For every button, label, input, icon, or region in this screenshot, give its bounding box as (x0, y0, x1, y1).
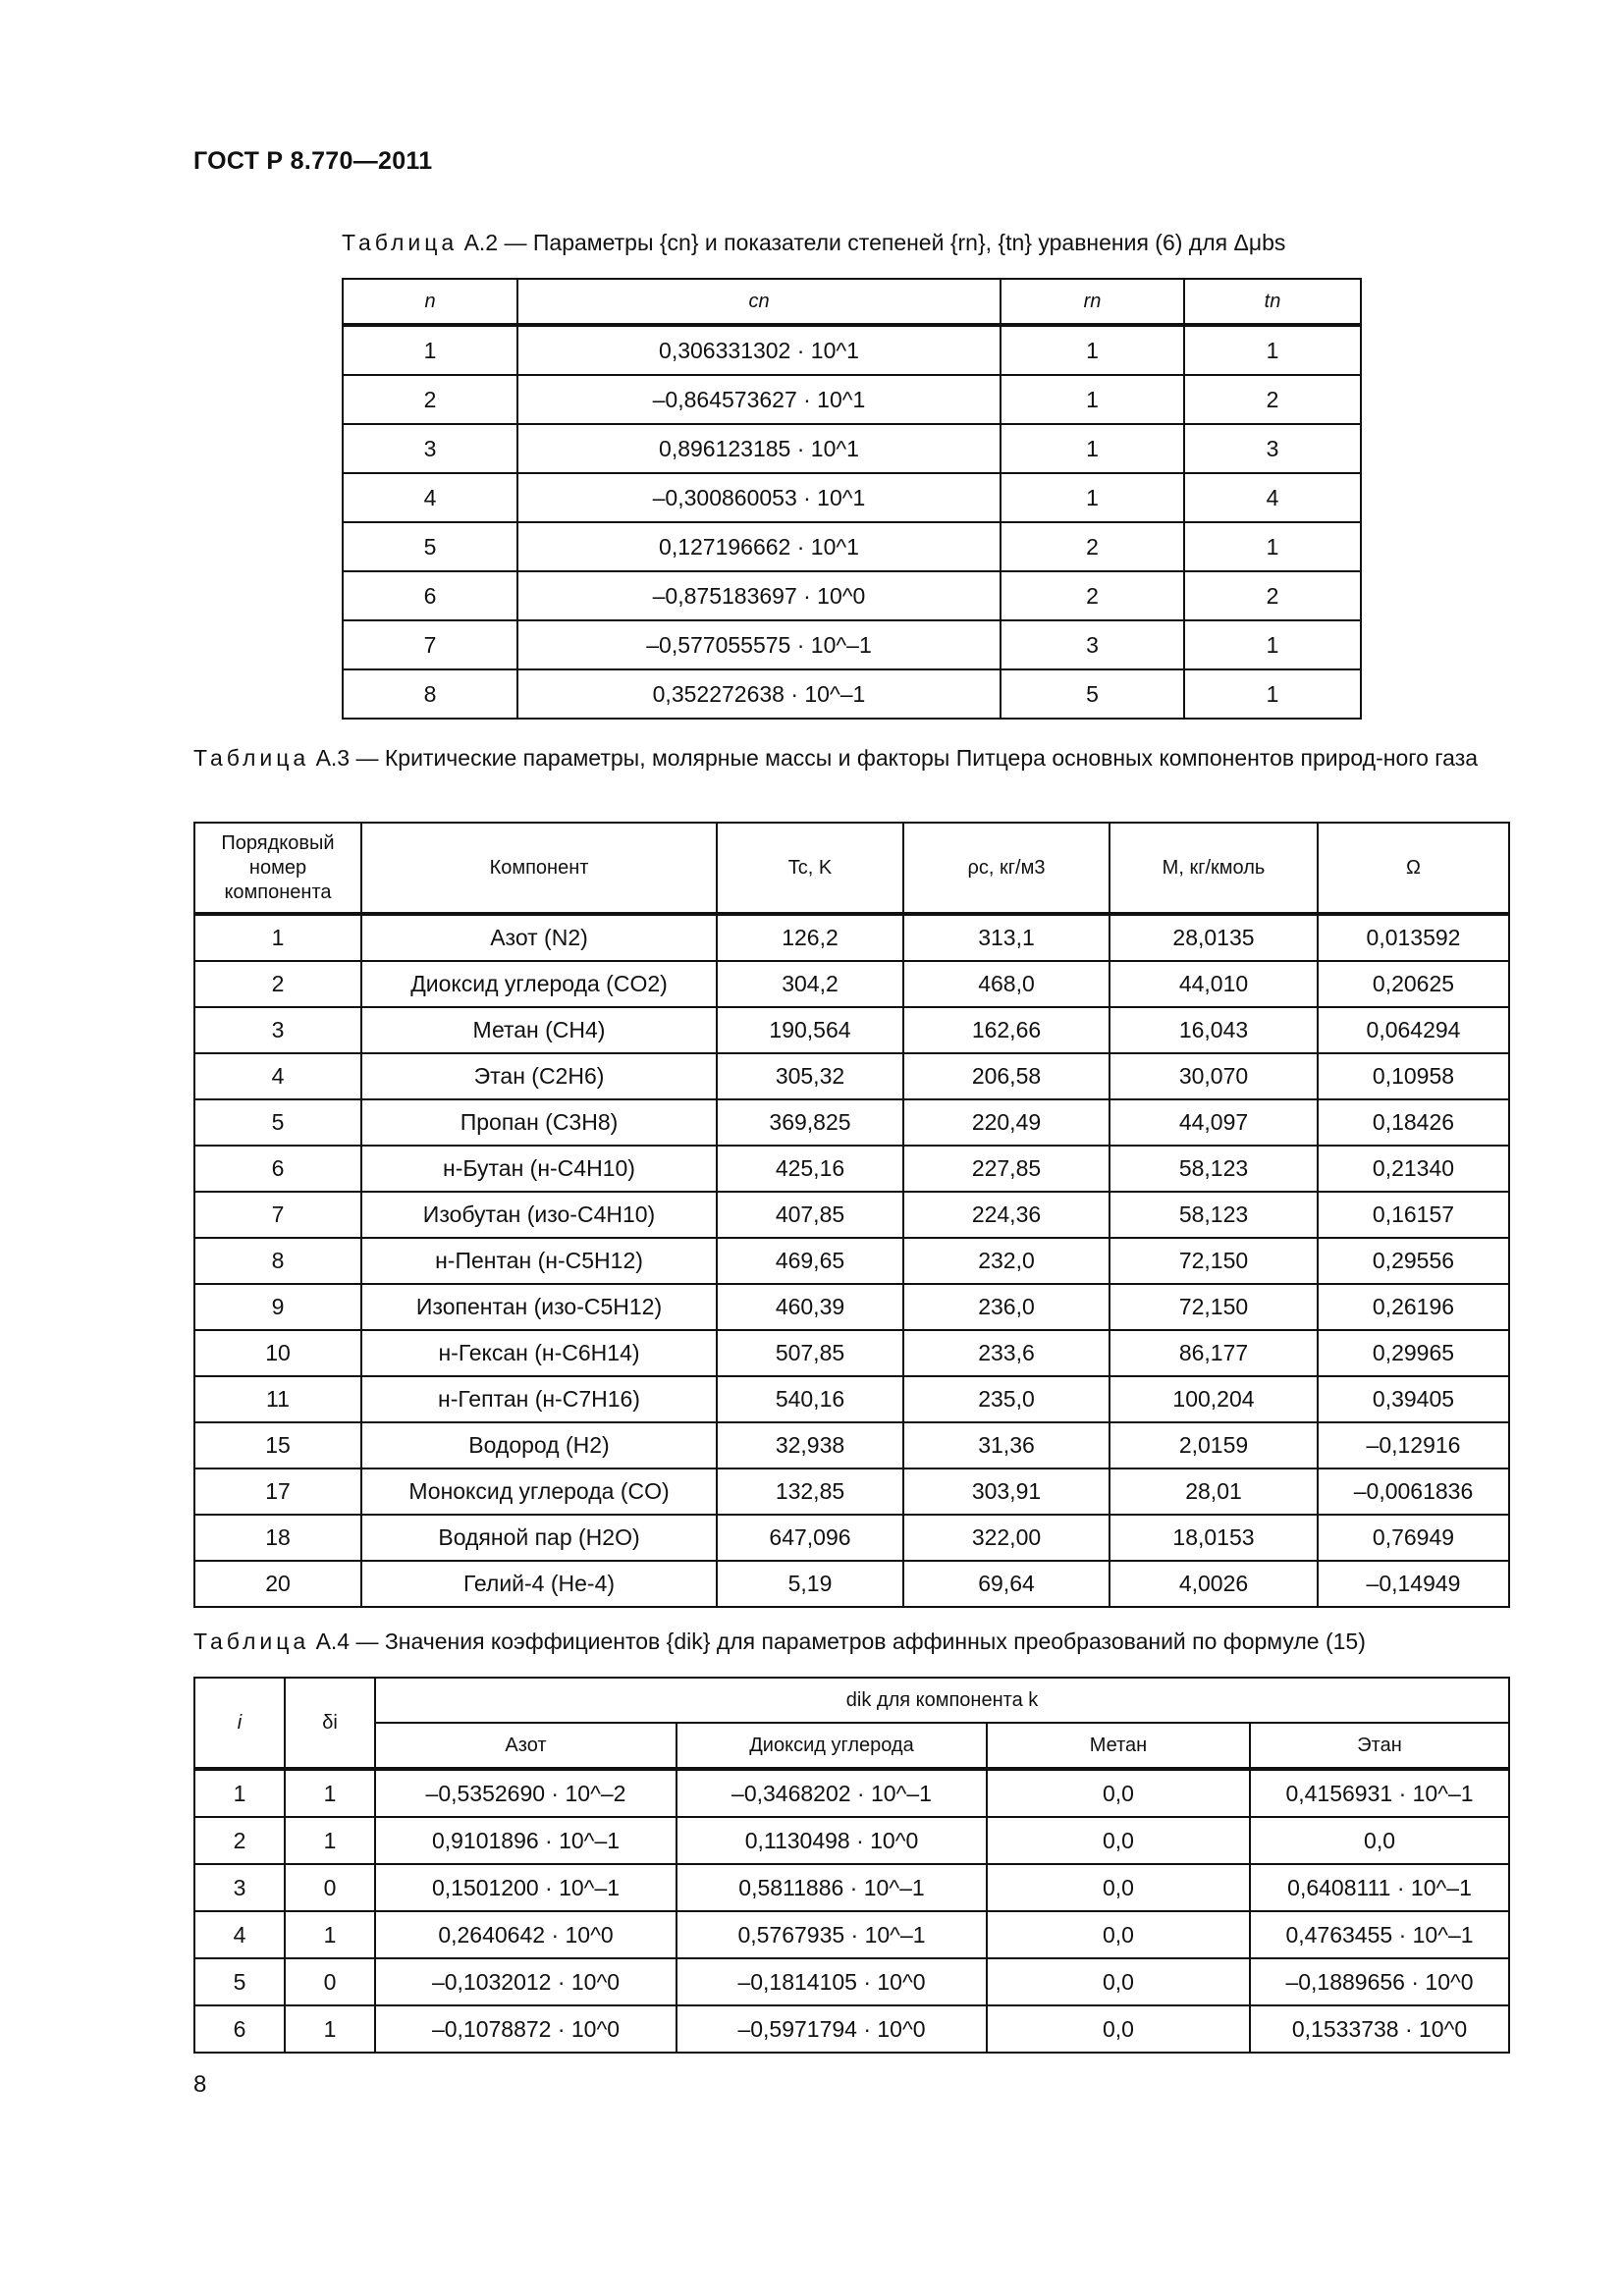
table-cell: 3 (194, 1007, 361, 1053)
table-cell: 8 (343, 669, 517, 719)
table-cell: 469,65 (717, 1238, 903, 1284)
table-cell: –0,577055575 · 10^–1 (517, 620, 1001, 669)
table-cell: 0,306331302 · 10^1 (517, 325, 1001, 375)
table-cell: 16,043 (1110, 1007, 1318, 1053)
caption-text: А.2 — Параметры {cn} и показатели степеней {rn}, {tn} уравнения (6) для Δμbs (458, 230, 1286, 255)
table-row (194, 1053, 1509, 1099)
column-header: Порядковый номер компонента (194, 823, 361, 914)
table-cell: 540,16 (717, 1376, 903, 1422)
column-header: cn (517, 279, 1001, 325)
table-cell: 11 (194, 1376, 361, 1422)
table-cell: 0,20625 (1318, 961, 1509, 1007)
table-row (194, 1958, 1509, 2005)
table-cell: Этан (C2H6) (361, 1053, 717, 1099)
table-cell: 220,49 (903, 1099, 1110, 1146)
table-cell: Гелий-4 (He-4) (361, 1561, 717, 1607)
page-number: 8 (193, 2071, 207, 2098)
table-cell: 72,150 (1110, 1284, 1318, 1330)
table-cell: 58,123 (1110, 1192, 1318, 1238)
table-cell: 235,0 (903, 1376, 1110, 1422)
table-cell: 1 (343, 325, 517, 375)
table-cell: 20 (194, 1561, 361, 1607)
table-cell: 5,19 (717, 1561, 903, 1607)
table-cell: 4 (194, 1053, 361, 1099)
table-cell: 2 (194, 1817, 285, 1864)
caption-text: А.4 — Значения коэффициентов {dik} для параметров аффинных преобразований по формуле (15) (309, 1629, 1366, 1654)
table-cell: 3 (1001, 620, 1184, 669)
table-cell: 100,204 (1110, 1376, 1318, 1422)
table-cell: 6 (194, 2005, 285, 2053)
document-header: ГОСТ Р 8.770—2011 (193, 147, 433, 175)
table-cell: Моноксид углерода (CO) (361, 1468, 717, 1515)
table-cell: 18,0153 (1110, 1515, 1318, 1561)
table-row (343, 669, 1361, 719)
table-cell: 31,36 (903, 1422, 1110, 1468)
table-cell: 0,10958 (1318, 1053, 1509, 1099)
table-cell: 0,064294 (1318, 1007, 1509, 1053)
table-cell: –0,1814105 · 10^0 (677, 1958, 987, 2005)
table-cell: 0,26196 (1318, 1284, 1509, 1330)
table-row (194, 961, 1509, 1007)
table-row (194, 1192, 1509, 1238)
table-cell: 17 (194, 1468, 361, 1515)
table-cell: 1 (1184, 620, 1361, 669)
table-row (194, 1376, 1509, 1422)
table-cell: 0,4763455 · 10^–1 (1250, 1911, 1509, 1958)
table-cell: 425,16 (717, 1146, 903, 1192)
table-cell: 58,123 (1110, 1146, 1318, 1192)
table-row (194, 1515, 1509, 1561)
table-cell: 206,58 (903, 1053, 1110, 1099)
table-cell: 1 (1184, 522, 1361, 571)
table-cell: 18 (194, 1515, 361, 1561)
table-cell: 0,0 (1250, 1817, 1509, 1864)
table-cell: 468,0 (903, 961, 1110, 1007)
table-cell: н-Гексан (н-C6H14) (361, 1330, 717, 1376)
table-cell: н-Гептан (н-C7H16) (361, 1376, 717, 1422)
table-cell: –0,864573627 · 10^1 (517, 375, 1001, 424)
table-cell: 0 (285, 1864, 375, 1911)
table-cell: 2 (343, 375, 517, 424)
table-cell: 322,00 (903, 1515, 1110, 1561)
table-row (343, 375, 1361, 424)
table-row (343, 325, 1361, 375)
table-row (343, 571, 1361, 620)
table-cell: 4 (343, 473, 517, 522)
table-cell: 0,5811886 · 10^–1 (677, 1864, 987, 1911)
table-cell: 4 (194, 1911, 285, 1958)
table-cell: 2 (1184, 571, 1361, 620)
table-label: Таблица (193, 1629, 310, 1654)
table-cell: 1 (285, 1817, 375, 1864)
table-cell: 2 (1184, 375, 1361, 424)
table-row (194, 1099, 1509, 1146)
table-cell: Метан (CH4) (361, 1007, 717, 1053)
table-cell: –0,1078872 · 10^0 (375, 2005, 677, 2053)
table-cell: –0,5352690 · 10^–2 (375, 1769, 677, 1817)
table-cell: Изобутан (изо-C4H10) (361, 1192, 717, 1238)
table-cell: –0,1032012 · 10^0 (375, 1958, 677, 2005)
table-a2 (342, 278, 1362, 720)
table-row (194, 1146, 1509, 1192)
header-dik-group: dik для компонента k (375, 1678, 1509, 1723)
table-cell: –0,300860053 · 10^1 (517, 473, 1001, 522)
table-cell: 1 (1001, 473, 1184, 522)
table-cell: 232,0 (903, 1238, 1110, 1284)
table-cell: 126,2 (717, 914, 903, 961)
table-cell: 9 (194, 1284, 361, 1330)
table-cell: 6 (343, 571, 517, 620)
table-row (194, 1284, 1509, 1330)
table-cell: 313,1 (903, 914, 1110, 961)
table-cell: –0,5971794 · 10^0 (677, 2005, 987, 2053)
table-row (343, 424, 1361, 473)
table-cell: Азот (N2) (361, 914, 717, 961)
table-cell: 2,0159 (1110, 1422, 1318, 1468)
table-cell: Пропан (C3H8) (361, 1099, 717, 1146)
table-cell: 647,096 (717, 1515, 903, 1561)
table-cell: 1 (1001, 325, 1184, 375)
column-header: M, кг/кмоль (1110, 823, 1318, 914)
table-cell: 6 (194, 1146, 361, 1192)
table-cell: 28,01 (1110, 1468, 1318, 1515)
table-cell: 2 (1001, 522, 1184, 571)
table-a2-caption (342, 228, 1285, 257)
table-cell: 1 (1001, 375, 1184, 424)
header-i: i (194, 1678, 285, 1769)
table-cell: 1 (194, 914, 361, 961)
table-cell: 507,85 (717, 1330, 903, 1376)
table-cell: 0,39405 (1318, 1376, 1509, 1422)
table-cell: 132,85 (717, 1468, 903, 1515)
table-label: Таблица (342, 230, 459, 255)
column-header: Ω (1318, 823, 1509, 914)
table-row (194, 1911, 1509, 1958)
table-cell: 5 (194, 1958, 285, 2005)
table-cell: 0,0 (987, 2005, 1250, 2053)
table-row (194, 1769, 1509, 1817)
component-header: Азот (375, 1723, 677, 1769)
table-cell: 190,564 (717, 1007, 903, 1053)
table-cell: 0,18426 (1318, 1099, 1509, 1146)
table-cell: Диоксид углерода (CO2) (361, 961, 717, 1007)
table-cell: 233,6 (903, 1330, 1110, 1376)
table-cell: 0,21340 (1318, 1146, 1509, 1192)
table-cell: 227,85 (903, 1146, 1110, 1192)
table-cell: 1 (1184, 325, 1361, 375)
table-cell: 15 (194, 1422, 361, 1468)
table-cell: н-Бутан (н-C4H10) (361, 1146, 717, 1192)
table-row (194, 914, 1509, 961)
table-cell: 69,64 (903, 1561, 1110, 1607)
table-row (343, 620, 1361, 669)
table-row (343, 522, 1361, 571)
table-cell: 5 (343, 522, 517, 571)
table-cell: 0,2640642 · 10^0 (375, 1911, 677, 1958)
table-cell: 0,896123185 · 10^1 (517, 424, 1001, 473)
table-cell: 0,29965 (1318, 1330, 1509, 1376)
table-row (194, 1561, 1509, 1607)
column-header: Tc, K (717, 823, 903, 914)
table-cell: 305,32 (717, 1053, 903, 1099)
table-cell: 0,1130498 · 10^0 (677, 1817, 987, 1864)
table-a4 (193, 1677, 1510, 2054)
table-cell: 0,4156931 · 10^–1 (1250, 1769, 1509, 1817)
table-cell: 1 (285, 1769, 375, 1817)
table-cell: –0,3468202 · 10^–1 (677, 1769, 987, 1817)
table-cell: 30,070 (1110, 1053, 1318, 1099)
table-cell: 0,5767935 · 10^–1 (677, 1911, 987, 1958)
table-cell: 236,0 (903, 1284, 1110, 1330)
table-row (194, 1817, 1509, 1864)
table-cell: 0,0 (987, 1864, 1250, 1911)
table-a4-caption (193, 1627, 1366, 1656)
table-cell: 0,6408111 · 10^–1 (1250, 1864, 1509, 1911)
table-label: Таблица (193, 745, 310, 771)
table-cell: 72,150 (1110, 1238, 1318, 1284)
table-cell: 44,097 (1110, 1099, 1318, 1146)
table-cell: –0,14949 (1318, 1561, 1509, 1607)
column-header: ρc, кг/м3 (903, 823, 1110, 914)
table-cell: 0,127196662 · 10^1 (517, 522, 1001, 571)
table-cell: Водород (H2) (361, 1422, 717, 1468)
table-row (194, 1330, 1509, 1376)
component-header: Метан (987, 1723, 1250, 1769)
table-cell: 0,0 (987, 1817, 1250, 1864)
component-header: Диоксид углерода (677, 1723, 987, 1769)
column-header: tn (1184, 279, 1361, 325)
table-cell: 0,0 (987, 1769, 1250, 1817)
table-row (194, 1468, 1509, 1515)
table-cell: 0,013592 (1318, 914, 1509, 961)
table-cell: 0,1533738 · 10^0 (1250, 2005, 1509, 2053)
table-row (194, 1422, 1509, 1468)
column-header: rn (1001, 279, 1184, 325)
table-cell: –0,0061836 (1318, 1468, 1509, 1515)
table-cell: 0,0 (987, 1911, 1250, 1958)
table-cell: 28,0135 (1110, 914, 1318, 961)
table-a3-caption (193, 743, 1508, 773)
table-cell: 3 (343, 424, 517, 473)
table-cell: 4,0026 (1110, 1561, 1318, 1607)
table-cell: 3 (194, 1864, 285, 1911)
table-cell: 0,76949 (1318, 1515, 1509, 1561)
table-cell: 0,29556 (1318, 1238, 1509, 1284)
column-header: Компонент (361, 823, 717, 914)
table-row (343, 473, 1361, 522)
table-cell: 7 (194, 1192, 361, 1238)
table-cell: –0,12916 (1318, 1422, 1509, 1468)
table-row (194, 1238, 1509, 1284)
table-cell: 5 (1001, 669, 1184, 719)
table-cell: Водяной пар (H2O) (361, 1515, 717, 1561)
table-cell: Изопентан (изо-C5H12) (361, 1284, 717, 1330)
table-cell: 32,938 (717, 1422, 903, 1468)
table-cell: 5 (194, 1099, 361, 1146)
table-cell: 2 (1001, 571, 1184, 620)
table-cell: 1 (285, 1911, 375, 1958)
column-header: n (343, 279, 517, 325)
table-cell: 1 (194, 1769, 285, 1817)
table-row (194, 2005, 1509, 2053)
table-cell: 0,0 (987, 1958, 1250, 2005)
table-cell: н-Пентан (н-C5H12) (361, 1238, 717, 1284)
table-cell: 0,9101896 · 10^–1 (375, 1817, 677, 1864)
table-cell: 3 (1184, 424, 1361, 473)
table-a3 (193, 822, 1510, 1608)
table-cell: 1 (1184, 669, 1361, 719)
table-cell: 4 (1184, 473, 1361, 522)
caption-text: А.3 — Критические параметры, молярные массы и факторы Питцера основных компонентов природ-ного газа (309, 745, 1479, 771)
table-cell: 10 (194, 1330, 361, 1376)
table-cell: 7 (343, 620, 517, 669)
table-cell: 304,2 (717, 961, 903, 1007)
table-cell: 303,91 (903, 1468, 1110, 1515)
table-cell: 44,010 (1110, 961, 1318, 1007)
table-cell: 407,85 (717, 1192, 903, 1238)
table-row (194, 1864, 1509, 1911)
header-delta: δi (285, 1678, 375, 1769)
table-cell: –0,875183697 · 10^0 (517, 571, 1001, 620)
table-cell: 460,39 (717, 1284, 903, 1330)
table-cell: 162,66 (903, 1007, 1110, 1053)
table-cell: 0,352272638 · 10^–1 (517, 669, 1001, 719)
table-cell: 224,36 (903, 1192, 1110, 1238)
table-cell: 1 (1001, 424, 1184, 473)
table-cell: 86,177 (1110, 1330, 1318, 1376)
table-cell: –0,1889656 · 10^0 (1250, 1958, 1509, 2005)
table-cell: 0,1501200 · 10^–1 (375, 1864, 677, 1911)
table-cell: 0 (285, 1958, 375, 2005)
table-cell: 8 (194, 1238, 361, 1284)
table-cell: 2 (194, 961, 361, 1007)
table-cell: 369,825 (717, 1099, 903, 1146)
table-cell: 1 (285, 2005, 375, 2053)
table-cell: 0,16157 (1318, 1192, 1509, 1238)
component-header: Этан (1250, 1723, 1509, 1769)
table-row (194, 1007, 1509, 1053)
